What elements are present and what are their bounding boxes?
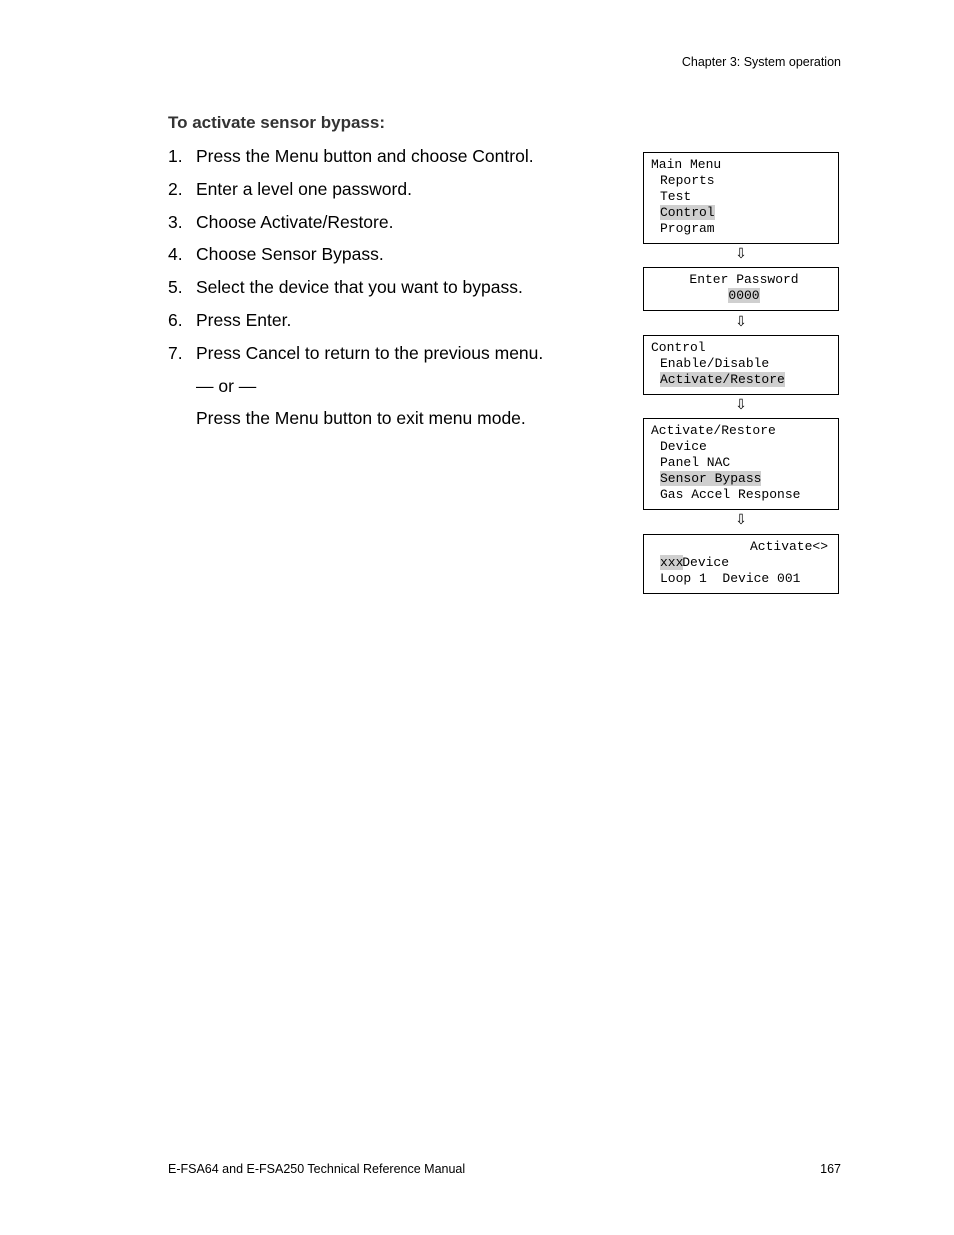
screen-title: Control (651, 340, 706, 355)
lcd-enter-password (643, 267, 839, 311)
menu-item-panel-nac: Panel NAC (660, 455, 731, 470)
menu-item-control (644, 205, 838, 221)
step-7 (168, 342, 598, 375)
device-detail: Loop 1 Device 001 (660, 571, 801, 586)
menu-item-test: Test (660, 189, 692, 204)
down-arrow-icon: ⇩ (735, 246, 747, 262)
step-number: 7. (168, 342, 183, 363)
procedure-heading: To activate sensor bypass: (168, 113, 385, 132)
step-1 (168, 145, 598, 178)
step-number: 2. (168, 178, 183, 199)
or-text: — or — (196, 375, 257, 396)
step-number: 6. (168, 309, 183, 330)
step-number: 1. (168, 146, 183, 166)
footer-manual-title: E-FSA64 and E-FSA250 Technical Reference Manual (168, 1162, 466, 1176)
down-arrow-icon: ⇩ (735, 512, 747, 528)
lcd-main-menu (643, 152, 839, 244)
password-value: 0000 (728, 288, 760, 303)
menu-item-program: Program (660, 221, 715, 236)
chapter-header: Chapter 3: System operation (681, 55, 841, 69)
step-number: 4. (168, 244, 183, 265)
step-3 (168, 211, 598, 244)
step-number: 3. (168, 211, 183, 232)
procedure-steps (168, 145, 598, 440)
menu-item-sensor-bypass (644, 471, 838, 487)
password-value-line (644, 288, 838, 304)
step-text: Choose Activate/Restore. (196, 211, 394, 232)
selected-highlight: Activate/Restore (660, 372, 785, 387)
screen-title: Enter Password (689, 272, 799, 287)
alternative-step (168, 407, 598, 440)
menu-item-enable-disable: Enable/Disable (660, 356, 770, 371)
step-5 (168, 276, 598, 309)
selected-highlight: Sensor Bypass (660, 471, 762, 486)
alternative-text: Press the Menu button to exit menu mode. (196, 408, 526, 429)
screen-title: Activate/Restore (651, 423, 776, 438)
selected-highlight: Control (660, 205, 715, 220)
step-text: Press the Menu button and choose Control. (196, 146, 534, 166)
lcd-device (643, 534, 839, 594)
screen-title: Main Menu (651, 157, 722, 172)
step-number: 5. (168, 277, 183, 298)
step-2 (168, 178, 598, 211)
screen-title: Device (682, 555, 730, 570)
down-arrow-icon: ⇩ (735, 314, 747, 330)
step-text: Choose Sensor Bypass. (196, 244, 384, 265)
menu-item-device: Device (660, 439, 707, 454)
lcd-control (643, 335, 839, 395)
step-text: Press Cancel to return to the previous menu. (196, 342, 544, 363)
menu-item-gas-accel-response: Gas Accel Response (660, 487, 801, 502)
step-6 (168, 309, 598, 342)
menu-item-activate-restore (644, 372, 838, 388)
step-text: Press Enter. (196, 309, 292, 330)
step-4 (168, 243, 598, 276)
or-separator (168, 375, 598, 408)
step-text: Select the device that you want to bypass. (196, 277, 523, 298)
down-arrow-icon: ⇩ (735, 397, 747, 413)
page-number: 167 (820, 1162, 841, 1176)
device-value: xxx (660, 555, 684, 570)
menu-item-reports: Reports (660, 173, 715, 188)
activate-label: Activate<> (749, 539, 828, 554)
step-text: Enter a level one password. (196, 178, 412, 199)
lcd-activate-restore (643, 418, 839, 510)
